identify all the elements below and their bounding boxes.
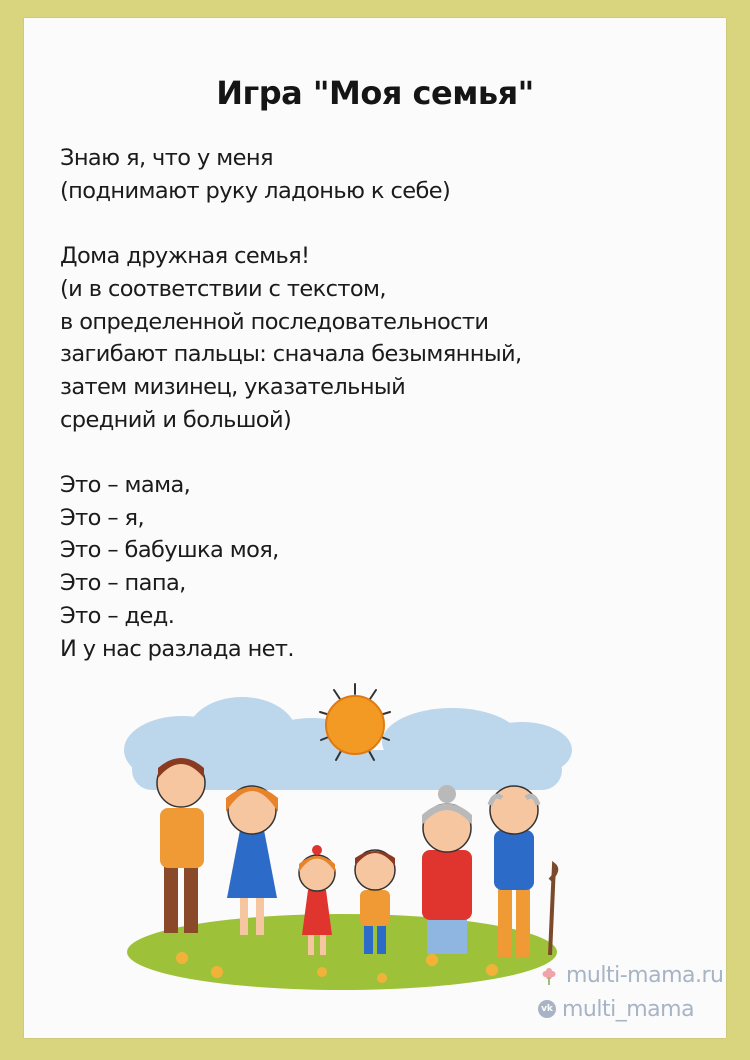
poem-line: Это – бабушка моя, <box>60 537 279 564</box>
family-illustration <box>122 680 582 1010</box>
vk-icon: vk <box>538 1000 556 1018</box>
social-handle[interactable]: multi_mama <box>562 996 695 1022</box>
stanza-gap <box>60 436 700 469</box>
poem-line: Это – папа, <box>60 570 186 597</box>
poem-line: загибают пальцы: сначала безымянный, <box>60 341 522 368</box>
site-url[interactable]: multi-mama.ru <box>566 962 724 988</box>
poem-line: Это – дед. <box>60 602 175 629</box>
dad-figure <box>157 758 205 933</box>
footer-credits <box>538 958 723 1026</box>
page-title: Игра "Моя семья" <box>216 74 534 112</box>
stanza-gap <box>60 207 700 240</box>
poem-line: И у нас разлада нет. <box>60 635 294 662</box>
flower-icon <box>538 964 560 986</box>
site-credit[interactable] <box>538 958 723 992</box>
poem-line: в определенной последовательности <box>60 308 489 335</box>
grandpa-figure <box>490 786 556 957</box>
grandma-figure <box>422 785 472 954</box>
poem-line: (поднимают руку ладонью к себе) <box>60 177 451 204</box>
poem-line: Это – мама, <box>60 472 191 498</box>
card-sheet <box>24 18 726 1038</box>
poem-line: Это – я, <box>60 504 145 531</box>
poem-line: Знаю я, что у меня <box>60 145 273 171</box>
mom-figure <box>226 786 278 935</box>
poem-line: затем мизинец, указательный <box>60 373 406 400</box>
social-credit[interactable] <box>538 992 723 1026</box>
poem-line: (и в соответствии с текстом, <box>60 275 386 302</box>
poem-line: Дома дружная семья! <box>60 243 310 270</box>
poem-line: средний и большой) <box>60 406 292 433</box>
poem-text <box>60 142 700 665</box>
